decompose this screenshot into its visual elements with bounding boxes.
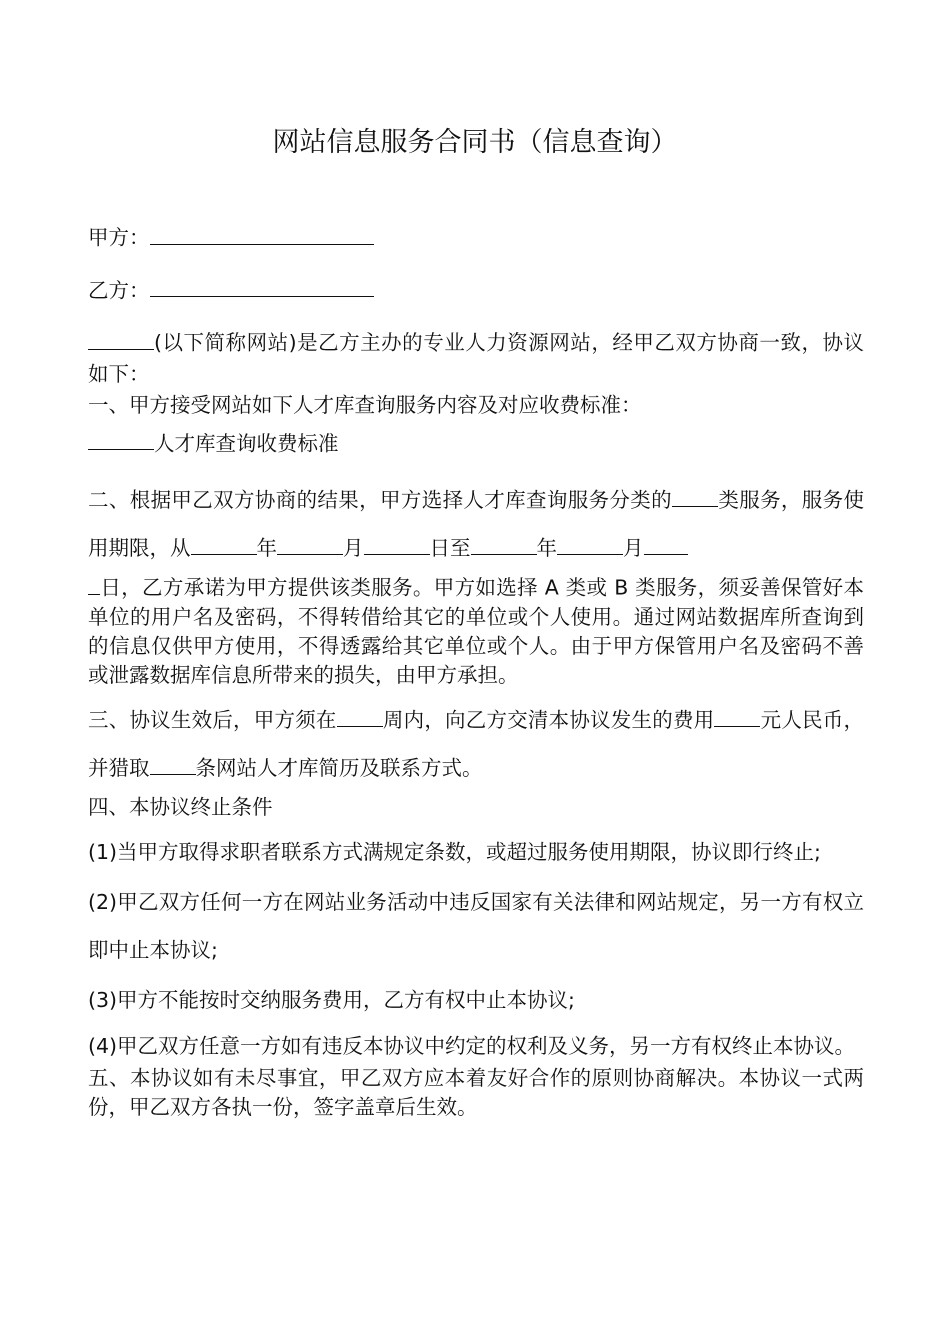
clause-4-item-4: (4)甲乙双方任意一方如有违反本协议中约定的权利及义务，另一方有权终止本协议。 [88, 1033, 856, 1058]
clause-2-year-1: 年 [256, 536, 277, 561]
clause-2-month-2: 月 [623, 536, 644, 561]
end-day-blank[interactable] [644, 533, 688, 556]
clause-2-day-to: 日至 [429, 536, 471, 561]
clause-4-item-1: (1)当甲方取得求职者联系方式满规定条数，或超过服务使用期限，协议即行终止; [88, 839, 821, 864]
start-year-blank[interactable] [191, 533, 257, 556]
clause-2-t2: 类服务，服务使用期限，从 [88, 488, 864, 561]
intro-text: (以下简称网站)是乙方主办的专业人力资源网站，经甲乙双方协商一致，协议如下： [88, 330, 864, 386]
clause-1-fee-text: 人才库查询收费标准 [154, 431, 339, 456]
clause-4-item-3: (3)甲方不能按时交纳服务费用，乙方有权中止本协议; [88, 987, 575, 1012]
clause-3-t4: 条网站人才库简历及联系方式。 [195, 755, 483, 780]
service-class-blank[interactable] [672, 485, 718, 508]
clause-4-item-2: (2)甲乙双方任何一方在网站业务活动中违反国家有关法律和网站规定，另一方有权立即中止本协议; [88, 889, 864, 962]
clause-3 [88, 696, 864, 792]
party-b-label: 乙方： [88, 278, 150, 303]
clause-1-fee-line [88, 428, 864, 459]
party-b-blank[interactable] [150, 275, 374, 298]
clause-1 [88, 390, 864, 420]
clause-3-t2: 周内，向乙方交清本协议发生的费用 [382, 707, 715, 732]
party-a-label: 甲方： [88, 225, 150, 250]
clause-1-text: 一、甲方接受网站如下人才库查询服务内容及对应收费标准： [88, 392, 642, 417]
clause-2-part1 [88, 476, 864, 572]
resume-count-blank[interactable] [150, 752, 196, 775]
party-a-line [88, 222, 864, 253]
clause-5: 五、本协议如有未尽事宜，甲乙双方应本着友好合作的原则协商解决。本协议一式两份，甲乙双方各执一份，签字盖章后生效。 [88, 1065, 864, 1119]
party-b-line [88, 275, 864, 306]
fee-amount-blank[interactable] [714, 704, 760, 727]
party-a-blank[interactable] [150, 222, 374, 245]
end-month-blank[interactable] [557, 533, 623, 556]
clause-2-day: 日，乙方承诺为甲方提供该类服务。甲方如选择 A 类或 B 类服务，须妥善保管好本单位的用户名及密码，不得转借给其它的单位或个人使用。通过网站数据库所查询到的信息仅供甲方使用，不得透露给其它单位或个人。由于甲方保管用户名及密码不善或泄露数据库信息所带来的损失，由甲方承担。 [88, 575, 864, 687]
clause-2-month-1: 月 [343, 536, 364, 561]
end-day-blank-cont [88, 572, 100, 595]
clause-2-t1: 二、根据甲乙双方协商的结果，甲方选择人才库查询服务分类的 [88, 488, 672, 513]
weeks-blank[interactable] [337, 704, 383, 727]
document-title: 网站信息服务合同书（信息查询） [272, 127, 678, 157]
clause-2-part2 [88, 572, 864, 690]
clause-3-t1: 三、协议生效后，甲方须在 [88, 707, 337, 732]
clause-3-t3: 元人民币，并猎取 [88, 707, 865, 780]
start-month-blank[interactable] [277, 533, 343, 556]
fee-standard-blank[interactable] [88, 428, 154, 451]
clause-4-title: 四、本协议终止条件 [88, 794, 273, 819]
end-year-blank[interactable] [471, 533, 537, 556]
clause-2-year-2: 年 [536, 536, 557, 561]
document-body [88, 222, 864, 1122]
website-name-blank[interactable] [88, 327, 154, 350]
intro-paragraph [88, 327, 864, 390]
start-day-blank[interactable] [364, 533, 430, 556]
